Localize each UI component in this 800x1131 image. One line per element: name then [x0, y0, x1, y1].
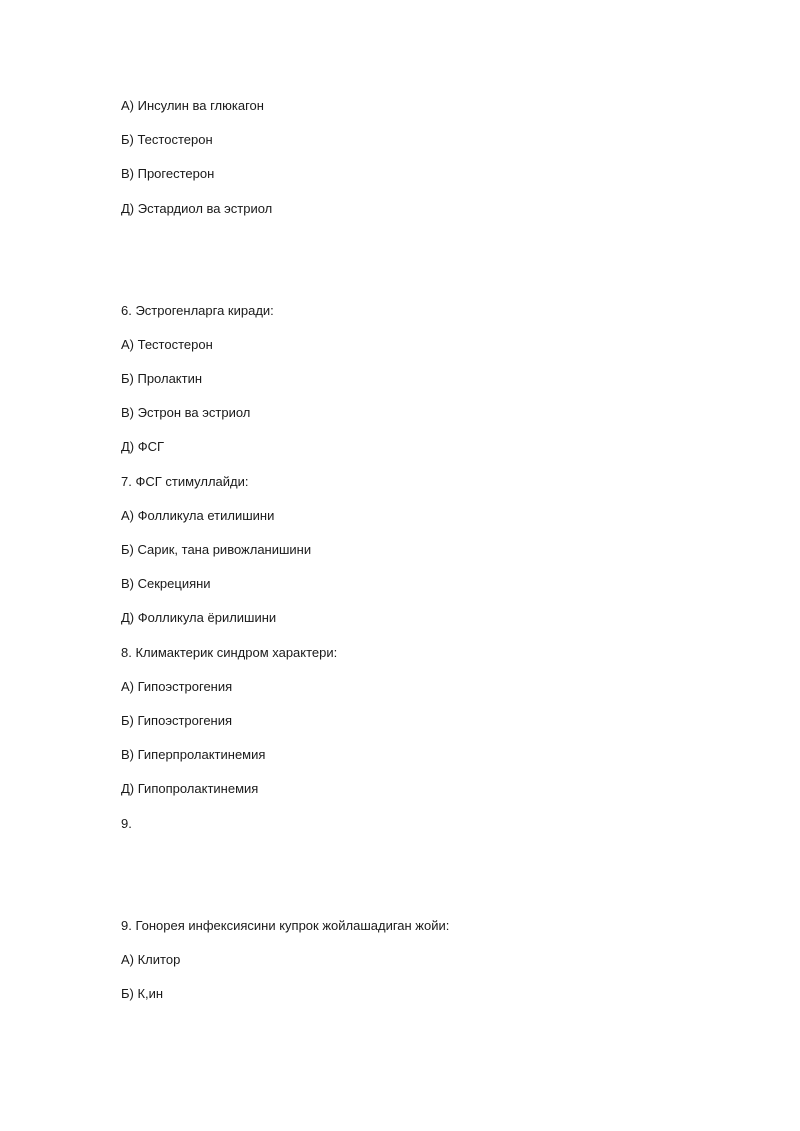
answer-option: В) Гиперпролактинемия [121, 747, 266, 762]
answer-option: Д) Гипопролактинемия [121, 781, 259, 796]
answer-option: А) Тестостерон [121, 337, 213, 352]
answer-option: Б) Пролактин [121, 371, 203, 386]
question-number: 9. [121, 816, 132, 831]
answer-option: В) Эстрон ва эстриол [121, 405, 251, 420]
answer-option: Б) Сарик, тана ривожланишини [121, 542, 312, 557]
answer-option: А) Клитор [121, 952, 181, 967]
question-9: 9. Гонорея инфексиясини купрок жойлашадиган жойи: [121, 918, 450, 933]
answer-option: А) Фолликула етилишини [121, 508, 275, 523]
question-6: 6. Эстрогенларга киради: [121, 303, 274, 318]
answer-option: В) Прогестерон [121, 166, 215, 181]
answer-option: А) Инсулин ва глюкагон [121, 98, 264, 113]
answer-option: А) Гипоэстрогения [121, 679, 233, 694]
answer-option: Д) Фолликула ёрилишини [121, 610, 277, 625]
answer-option: Б) Тестостерон [121, 132, 213, 147]
question-7: 7. ФСГ стимуллайди: [121, 474, 249, 489]
answer-option: Б) К,ин [121, 986, 164, 1001]
answer-option: В) Секрецияни [121, 576, 211, 591]
answer-option: Б) Гипоэстрогения [121, 713, 233, 728]
question-8: 8. Климактерик синдром характери: [121, 645, 338, 660]
answer-option: Д) ФСГ [121, 439, 165, 454]
answer-option: Д) Эстардиол ва эстриол [121, 201, 273, 216]
